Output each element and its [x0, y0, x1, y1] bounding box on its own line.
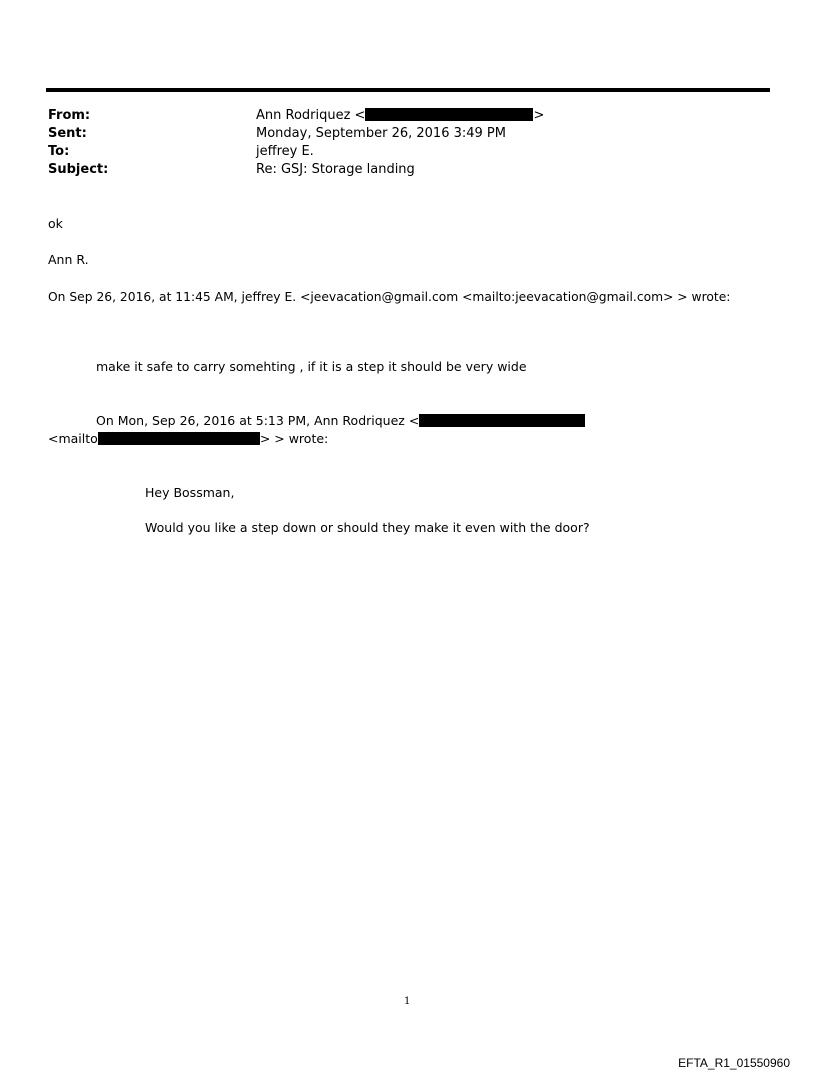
subject-label: Subject:: [48, 162, 109, 177]
from-value: [256, 107, 544, 125]
document-id: EFTA_R1_01550960: [678, 1056, 790, 1070]
quote2-mailto-line: [48, 430, 328, 448]
quote1-text: make it safe to carry somehting , if it is a step it should be very wide: [96, 359, 527, 374]
to-label: To:: [48, 144, 70, 159]
sent-value: Monday, September 26, 2016 3:49 PM: [256, 126, 506, 141]
sent-label: Sent:: [48, 126, 87, 141]
quote2-wrote: > > wrote:: [259, 431, 329, 446]
header-rule: [46, 88, 770, 92]
quote2-greeting: Hey Bossman,: [145, 485, 235, 500]
to-value: jeffrey E.: [256, 144, 314, 159]
quote1-intro: On Sep 26, 2016, at 11:45 AM, jeffrey E. <jeevacation@gmail.com <mailto:jeevacation@gmail.com> > wrote:: [48, 290, 731, 304]
signature: Ann R.: [48, 252, 89, 267]
from-label: From:: [48, 108, 91, 123]
quote2-intro: On Mon, Sep 26, 2016 at 5:13 PM, Ann Rodriquez <: [96, 413, 420, 428]
redaction-block: [365, 108, 533, 121]
redaction-block: [419, 414, 585, 427]
page-number: 1: [404, 996, 411, 1007]
quote2-text: Would you like a step down or should they make it even with the door?: [145, 520, 590, 535]
subject-value: Re: GSJ: Storage landing: [256, 162, 415, 177]
from-close: >: [533, 108, 545, 123]
redaction-block: [98, 432, 260, 445]
reply-text: ok: [48, 216, 63, 231]
quote2-mailto: <mailto: [48, 431, 98, 446]
from-name: Ann Rodriquez <: [256, 108, 366, 123]
quote2-intro-line: [96, 412, 585, 430]
